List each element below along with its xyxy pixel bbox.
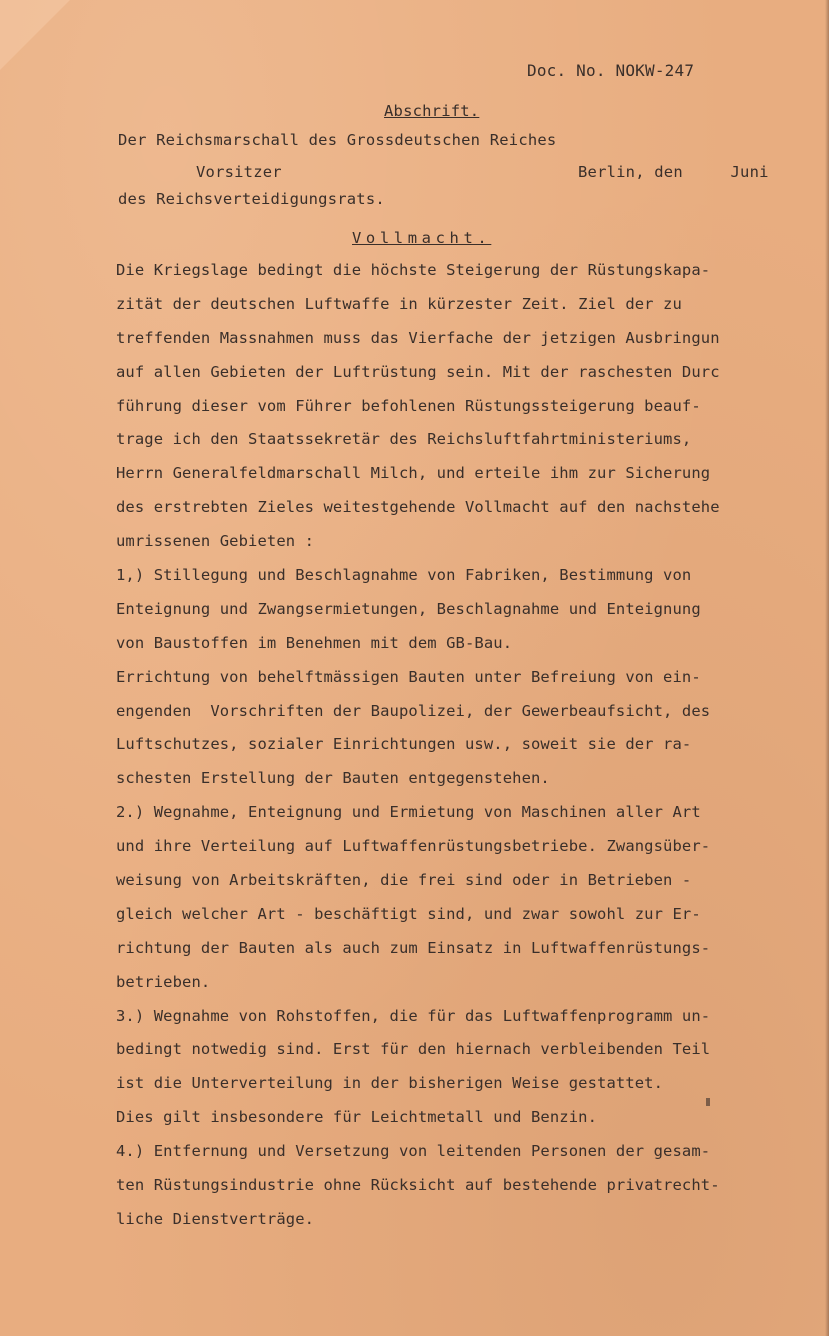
body-line: 4.) Entfernung und Versetzung von leitenden Personen der gesam- [116, 1142, 711, 1161]
place-date: Berlin, den Juni [578, 163, 769, 181]
body-line: weisung von Arbeitskräften, die frei sind oder in Betrieben - [116, 871, 692, 890]
document-heading: Vollmacht. [352, 229, 492, 247]
body-line: treffenden Massnahmen muss das Vierfache der jetzigen Ausbringun [116, 328, 720, 347]
body-line: bedingt notwedig sind. Erst für den hiernach verbleibenden Teil [116, 1040, 711, 1059]
sender-council: des Reichsverteidigungsrats. [118, 190, 385, 208]
sender-line: Der Reichsmarschall des Grossdeutschen Reiches [118, 131, 557, 149]
body-line: Die Kriegslage bedingt die höchste Steigerung der Rüstungskapa- [116, 261, 711, 279]
sender-role: Vorsitzer [196, 163, 282, 181]
body-line: gleich welcher Art - beschäftigt sind, und zwar sowohl zur Er- [116, 904, 701, 923]
page-edge-shadow [825, 0, 829, 1336]
document-number: Doc. No. NOKW-247 [527, 61, 695, 80]
body-line: 2.) Wegnahme, Enteignung und Ermietung von Maschinen aller Art [116, 803, 701, 822]
body-line: führung dieser vom Führer befohlenen Rüstungssteigerung beauf- [116, 396, 701, 415]
copy-title: Abschrift. [384, 102, 480, 120]
body-line: 3.) Wegnahme von Rohstoffen, die für das Luftwaffenprogramm un- [116, 1006, 711, 1025]
ink-mark [706, 1098, 710, 1106]
body-line: liche Dienstverträge. [116, 1209, 315, 1228]
body-line: ist die Unterverteilung in der bisherigen Weise gestattet. [116, 1074, 664, 1093]
body-line: des erstrebten Zieles weitestgehende Vollmacht auf den nachstehe [116, 498, 720, 517]
body-text [116, 260, 720, 1243]
body-line: engenden Vorschriften der Baupolizei, der Gewerbeaufsicht, des [116, 701, 711, 720]
body-line: trage ich den Staatssekretär des Reichsluftfahrtministeriums, [116, 430, 692, 449]
body-line: Enteignung und Zwangsermietungen, Beschlagnahme und Enteignung [116, 599, 701, 618]
body-line: richtung der Bauten als auch zum Einsatz in Luftwaffenrüstungs- [116, 938, 711, 957]
folded-corner [0, 0, 70, 70]
body-line: 1,) Stillegung und Beschlagnahme von Fabriken, Bestimmung von [116, 566, 692, 585]
body-line: Luftschutzes, sozialer Einrichtungen usw., soweit sie der ra- [116, 735, 692, 754]
body-line: Errichtung von behelftmässigen Bauten unter Befreiung von ein- [116, 667, 701, 686]
body-line: betrieben. [116, 972, 211, 991]
body-line: Dies gilt insbesondere für Leichtmetall und Benzin. [116, 1108, 598, 1127]
body-line: von Baustoffen im Benehmen mit dem GB-Bau. [116, 633, 513, 652]
body-line: umrissenen Gebieten : [116, 532, 315, 551]
body-line: ten Rüstungsindustrie ohne Rücksicht auf bestehende privatrecht- [116, 1176, 720, 1195]
body-line: und ihre Verteilung auf Luftwaffenrüstungsbetriebe. Zwangsüber- [116, 837, 711, 856]
body-line: schesten Erstellung der Bauten entgegenstehen. [116, 769, 550, 788]
body-line: Herrn Generalfeldmarschall Milch, und erteile ihm zur Sicherung [116, 464, 711, 483]
body-line: zität der deutschen Luftwaffe in kürzester Zeit. Ziel der zu [116, 294, 682, 313]
body-line: auf allen Gebieten der Luftrüstung sein. Mit der raschesten Durc [116, 362, 720, 381]
